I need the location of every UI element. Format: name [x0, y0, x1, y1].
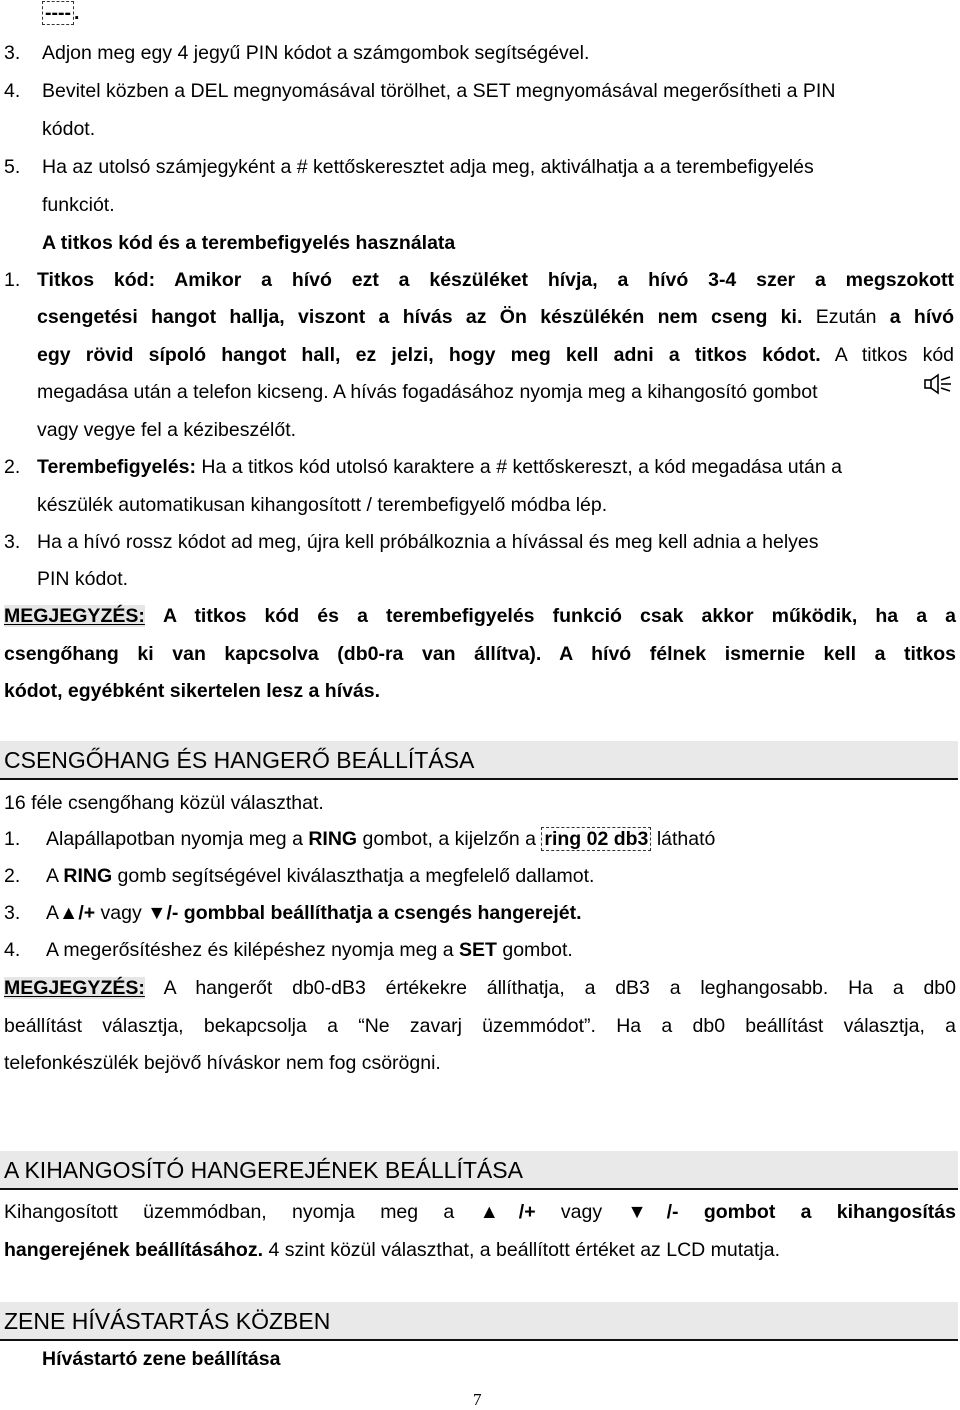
- note-label: MEGJEGYZÉS:: [4, 977, 145, 999]
- top-fragment: ---- .: [42, 2, 79, 25]
- item1-line4: megadása után a telefon kicseng. A hívás fogadásához nyomja meg a kihangosító gombot: [37, 381, 818, 403]
- step-number: 3.: [4, 902, 21, 924]
- secret-note-line2: csengőhang ki van kapcsolva (db0-ra van állítva). A hívó félnek ismernie kell a titkos: [4, 643, 956, 665]
- ring-note-line2: beállítást választja, bekapcsolja a “Ne zavarj üzemmódot”. Ha a db0 beállítást választja, a: [4, 1015, 956, 1037]
- ring-step-2: A RING gomb segítségével kiválaszthatja a megfelelő dallamot.: [46, 865, 595, 887]
- secret-note-line1: MEGJEGYZÉS: A titkos kód és a terembefigyelés funkció csak akkor működik, ha a a: [4, 605, 956, 627]
- page-number: 7: [473, 1390, 482, 1409]
- item3-line1: Ha a hívó rossz kódot ad meg, újra kell próbálkoznia a hívással és meg kell adnia a helyes: [37, 531, 819, 553]
- step-text: Ha az utolsó számjegyként a # kettőskeresztet adja meg, aktiválhatja a a terembefigyelés: [42, 156, 814, 178]
- step-number: 2.: [4, 865, 21, 887]
- step-number: 5.: [4, 156, 21, 178]
- item1-line3: egy rövid sípoló hangot hall, ez jelzi, hogy meg kell adni a titkos kódot. A titkos kód: [37, 344, 955, 366]
- step-number: 3.: [4, 42, 21, 64]
- ring-step-4: A megerősítéshez és kilépéshez nyomja meg a SET gombot.: [46, 939, 573, 961]
- item1-line2: csengetési hangot hallja, viszont a hívás az Ön készülékén nem cseng ki. Ezután a hívó: [37, 306, 955, 328]
- ring-note-line3: telefonkészülék bejövő híváskor nem fog csörögni.: [4, 1052, 441, 1074]
- item2-line2: készülék automatikusan kihangosított / terembefigyelő módba lép.: [37, 494, 608, 516]
- secret-subtitle: A titkos kód és a terembefigyelés használata: [42, 232, 456, 254]
- note-label: MEGJEGYZÉS:: [4, 605, 145, 627]
- section-heading: CSENGŐHANG ÉS HANGERŐ BEÁLLÍTÁSA: [0, 741, 958, 779]
- music-subtitle: Hívástartó zene beállítása: [42, 1348, 281, 1370]
- heading-rule: [0, 1188, 958, 1190]
- secret-note-line3: kódot, egyébként sikertelen lesz a hívás.: [4, 680, 381, 702]
- item-number: 3.: [4, 531, 21, 553]
- step-text: Bevitel közben a DEL megnyomásával törölhet, a SET megnyomásával megerősítheti a PIN: [42, 80, 836, 102]
- section-heading: A KIHANGOSÍTÓ HANGEREJÉNEK BEÁLLÍTÁSA: [0, 1151, 958, 1189]
- section-heading: ZENE HÍVÁSTARTÁS KÖZBEN: [0, 1302, 958, 1340]
- item1-line5: vagy vegye fel a kézibeszélőt.: [37, 419, 297, 441]
- step-text-cont: funkciót.: [42, 194, 115, 216]
- heading-rule: [0, 1339, 958, 1341]
- item-number: 1.: [4, 269, 21, 291]
- lcd-display-text: ring 02 db3: [541, 827, 651, 851]
- speaker-line1: Kihangosított üzemmódban, nyomja meg a ▲/+ vagy ▼/- gombot a kihangosítás: [4, 1201, 956, 1223]
- item-number: 2.: [4, 456, 21, 478]
- step-number: 4.: [4, 80, 21, 102]
- step-number: 4.: [4, 939, 21, 961]
- speakerphone-icon: [923, 372, 953, 396]
- heading-rule: [0, 778, 958, 780]
- dashes-box: ----: [42, 1, 74, 25]
- ring-note-line1: MEGJEGYZÉS: A hangerőt db0-dB3 értékekre állíthatja, a dB3 a leghangosabb. Ha a db0: [4, 977, 956, 999]
- step-number: 1.: [4, 828, 21, 850]
- step-text: Adjon meg egy 4 jegyű PIN kódot a számgombok segítségével.: [42, 42, 590, 64]
- item3-line2: PIN kódot.: [37, 568, 129, 590]
- ringtone-intro: 16 féle csengőhang közül választhat.: [4, 792, 324, 814]
- item1-line1: Titkos kód: Amikor a hívó ezt a készüléket hívja, a hívó 3-4 szer a megszokott: [37, 269, 954, 291]
- ring-step-3: A▲/+ vagy ▼/- gombbal beállíthatja a csengés hangerejét.: [46, 902, 582, 924]
- speaker-line2: hangerejének beállításához. 4 szint közül választhat, a beállított értéket az LCD mutatja.: [4, 1239, 781, 1261]
- step-text-cont: kódot.: [42, 118, 96, 140]
- ring-step-1: Alapállapotban nyomja meg a RING gombot, a kijelzőn a ring 02 db3 látható: [46, 828, 716, 850]
- item2-line1: Terembefigyelés: Ha a titkos kód utolsó karaktere a # kettőskereszt, a kód megadása után a: [37, 456, 842, 478]
